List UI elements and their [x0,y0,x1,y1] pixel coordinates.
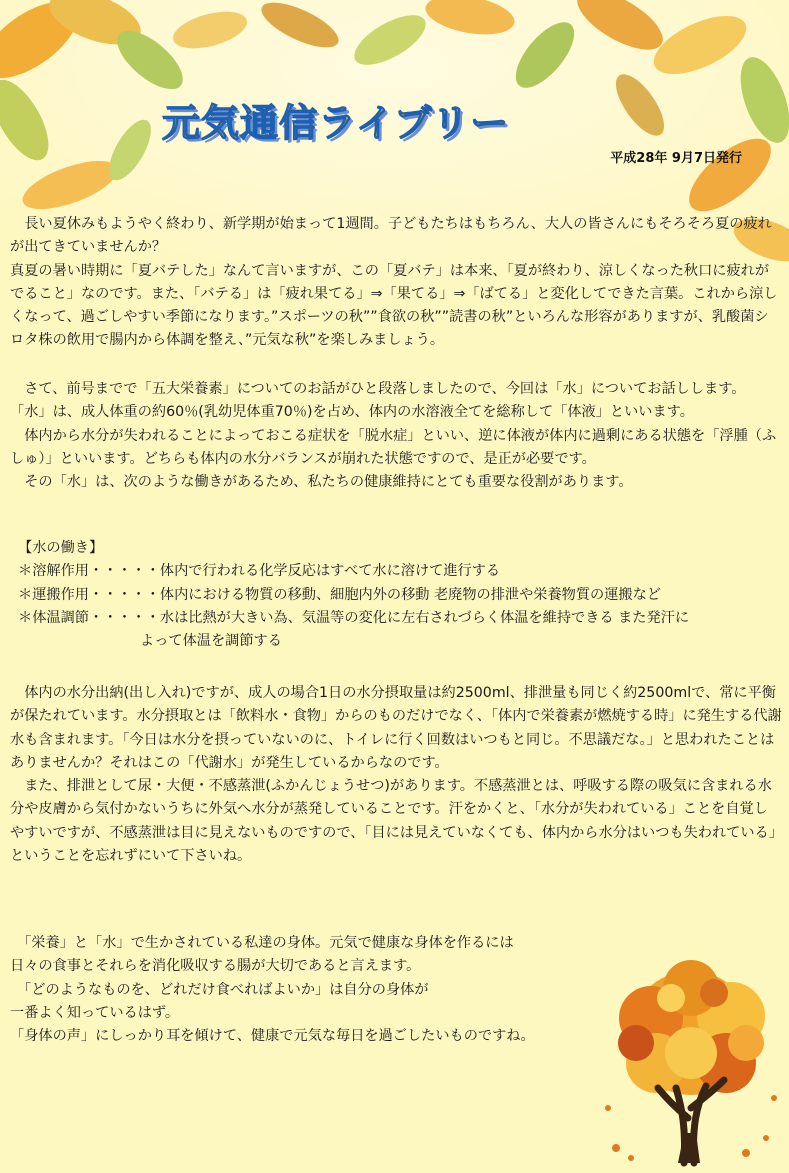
water-balance-paragraph: 体内の水分出納(出し入れ)ですが、成人の場合1日の水分摂取量は約2500ml、排泄量も同じく約2500mlで、常に平衡が保たれています。水分摂取とは「飲料水・食物」からのものだけでなく、「体内で栄養素が燃焼する時」に発生する代謝水も含まれます。「今日は水分を摂っていないのに、トイレに行く回数はいつもと同じ。不思議だな。」と思われたことはありませんか？それはこの「代謝水」が発生しているからなのです。 また、排泄として尿・大便・不感蒸泄(ふかんじょうせつ)があります。不感蒸泄とは、呼吸する際の吸気に含まれる水分や皮膚から気付かないうちに外気へ水分が蒸発していることです。汗をかくと、「水分が失われている」ことを自覚しやすいですが、不感蒸泄は目に見えないものですので、「目には見えていなくても、体内から水分はいつも失われている」ということを忘れずにいて下さいね。 [10,685,782,865]
water-functions-list [18,537,738,653]
water-intro-paragraph: さて、前号までで「五大栄養素」についてのお話がひと段落しましたので、今回は「水」についてお話しします。 「水」は、成人体重の約60％(乳幼児体重70％)を占め、体内の水溶液全てを総称して「体液」といいます。 体内から水分が失われることによっておこる症状を「脱水症」といい、逆に体液が体内に過剰にある状態を「浮腫（ふしゅ）」といいます。どちらも体内の水分バランスが崩れた状態ですので、是正が必要です。 その「水」は、次のような働きがあるため、私たちの健康維持にとても重要な役割があります。 [10,381,777,491]
function-label: ＊運搬作用・・・・・ [18,586,160,603]
autumn-tree-illustration [596,958,786,1170]
water-functions-heading: 【水の働き】 [18,540,104,556]
function-label: ＊溶解作用・・・・・ [18,563,160,580]
function-description: 体内における物質の移動、細胞内外の移動 老廃物の排泄や栄養物質の運搬など [159,586,661,603]
function-continuation: よって体温を調節する [140,633,282,650]
intro-paragraph: 長い夏休みもようやく終わり、新学期が始まって1週間。子どもたちはもちろん、大人の皆さんにもそろそろ夏の疲れが出てきていませんか？ 真夏の暑い時期に「夏バテした」なんて言いますが、この「夏バテ」は本来、「夏が終わり、涼しくなった秋口に疲れがでること」なのです。また、「バテる」は「疲れ果てる」⇒「果てる」⇒「ばてる」と変化してできた言葉。これから涼しくなって、過ごしやすい季節になります。”スポーツの秋””食欲の秋””読書の秋”といろんな形容がありますが、乳酸菌シロタ株の飲用で腸内から体調を整え、”元気な秋”を楽しみましょう。 [10,216,778,349]
newsletter-title: 元気通信ライブリー [162,101,510,145]
function-label: ＊体温調節・・・・・ [18,609,160,626]
list-item [18,584,738,607]
function-description: 体内で行われる化学反応はすべて水に溶けて進行する [159,563,501,580]
closing-paragraph: 「栄養」と「水」で生かされている私達の身体。元気で健康な身体を作るには 日々の食事とそれらを消化吸収する腸が大切であると言えます。 「どのようなものを、どれだけ食べればよいか」は自分の身体が 一番よく知っているはず。 「身体の声」にしっかり耳を傾けて、健康で元気な毎日を過ごしたいものですね。 [10,935,535,1045]
issue-date: 平成28年 9月7日発行 [610,151,742,166]
list-item [18,607,738,630]
function-description: 水は比熱が大きい為、気温等の変化に左右されづらく体温を維持できる また発汗に [159,609,690,626]
list-item [18,560,738,583]
